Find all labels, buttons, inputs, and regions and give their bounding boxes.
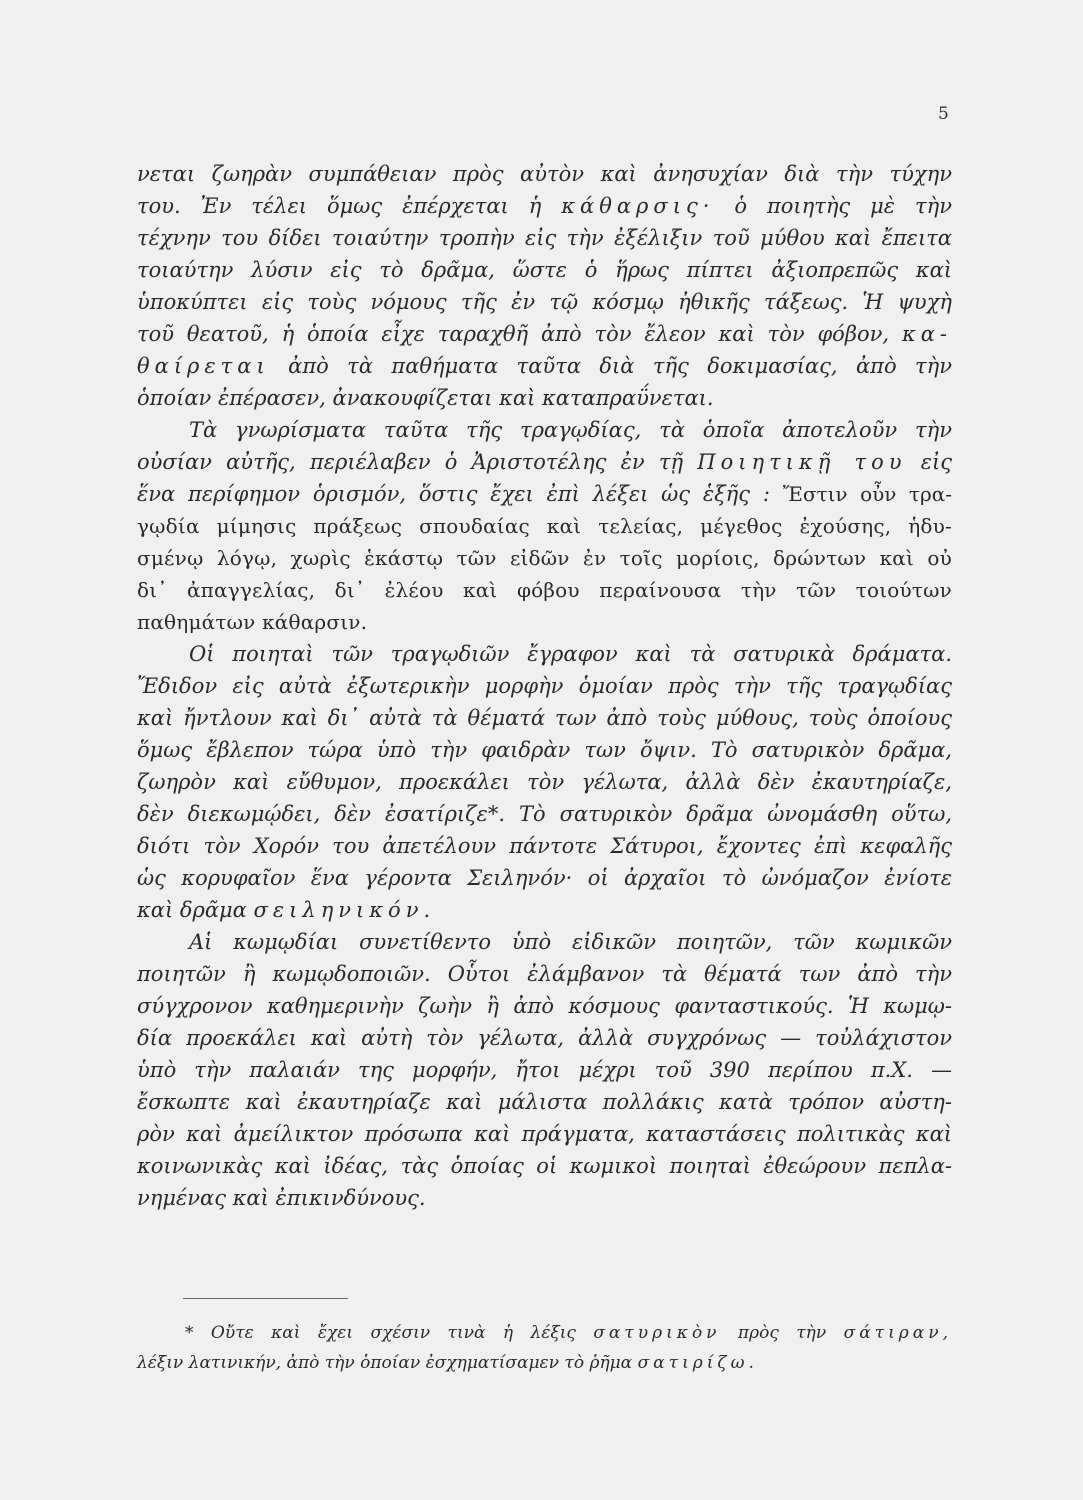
text-line: ποιητῶν ἢ κωμῳδοποιῶν. Οὗτοι ἐλάμβανον τὰ θέματά των ἀπὸ τὴν: [137, 962, 952, 986]
text-line: του. Ἐν τέλει ὅμως ἐπέρχεται ἡ κάθαρσις· ὁ ποιητὴς μὲ τὴν: [137, 194, 952, 218]
text-line: σμένῳ λόγῳ, χωρὶς ἑκάστῳ τῶν εἰδῶν ἐν τοῖς μορίοις, δρώντων καὶ οὐ: [137, 546, 952, 570]
text-line: Οἱ ποιηταὶ τῶν τραγῳδιῶν ἔγραφον καὶ τὰ σατυρικὰ δράματα.: [189, 642, 952, 666]
text-line: τοιαύτην λύσιν εἰς τὸ δρᾶμα, ὥστε ὁ ἥρως πίπτει ἀξιοπρεπῶς καὶ: [137, 258, 952, 282]
text-line: ὡς κορυφαῖον ἕνα γέροντα Σειληνόν· οἱ ἀρχαῖοι τὸ ὠνόμαζον ἐνίοτε: [137, 866, 952, 890]
text-line: καὶ δρᾶμα σειληνικόν.: [137, 898, 436, 922]
text-line: τοῦ θεατοῦ, ἡ ὁποία εἶχε ταραχθῆ ἀπὸ τὸν ἔλεον καὶ τὸν φόβον, κα-: [137, 322, 952, 346]
text-line: γῳδία μίμησις πράξεως σπουδαίας καὶ τελείας, μέγεθος ἐχούσης, ἡδυ-: [137, 514, 952, 538]
text-line: ὑποκύπτει εἰς τοὺς νόμους τῆς ἐν τῷ κόσμῳ ἠθικῆς τάξεως. Ἡ ψυχὴ: [137, 290, 952, 314]
footnote: [137, 1318, 952, 1378]
text-line: ἔσκωπτε καὶ ἐκαυτηρίαζε καὶ μάλιστα πολλάκις κατὰ τρόπον αὐστη-: [137, 1090, 952, 1114]
text-line: κοινωνικὰς καὶ ἰδέας, τὰς ὁποίας οἱ κωμικοὶ ποιηταὶ ἐθεώρουν πεπλα-: [137, 1154, 952, 1178]
text-line: θαίρεται ἀπὸ τὰ παθήματα ταῦτα διὰ τῆς δοκιμασίας, ἀπὸ τὴν: [137, 354, 952, 378]
text-line: διότι τὸν Χορόν του ἀπετέλουν πάντοτε Σάτυροι, ἔχοντες ἐπὶ κεφαλῆς: [137, 834, 952, 858]
text-line: ζωηρὸν καὶ εὔθυμον, προεκάλει τὸν γέλωτα, ἀλλὰ δὲν ἐκαυτηρίαζε,: [137, 770, 952, 794]
text-line: δι᾽ ἀπαγγελίας, δι᾽ ἐλέου καὶ φόβου περαίνουσα τὴν τῶν τοιούτων: [137, 578, 952, 602]
text-line: οὐσίαν αὐτῆς, περιέλαβεν ὁ Ἀριστοτέλης ἐν τῇ Ποιητικῇ του εἰς: [137, 450, 952, 474]
text-line: δὲν διεκωμῴδει, δὲν ἐσατίριζε*. Τὸ σατυρικὸν δρᾶμα ὠνομάσθη οὕτω,: [137, 802, 952, 826]
text-line: δία προεκάλει καὶ αὐτὴ τὸν γέλωτα, ἀλλὰ συγχρόνως — τοὐλάχιστον: [137, 1026, 952, 1050]
text-line: ὑπὸ τὴν παλαιάν της μορφήν, ἤτοι μέχρι τοῦ 390 περίπου π.Χ. —: [137, 1058, 952, 1082]
footnote-divider: [183, 1298, 348, 1299]
text-line: ὁποίαν ἐπέρασεν, ἀνακουφίζεται καὶ καταπραΰνεται.: [137, 386, 714, 410]
text-line: ὅμως ἔβλεπον τώρα ὑπὸ τὴν φαιδρὰν των ὄψιν. Τὸ σατυρικὸν δρᾶμα,: [137, 738, 952, 762]
text-line: σύγχρονον καθημερινὴν ζωὴν ἢ ἀπὸ κόσμους φανταστικούς. Ἡ κωμῳ-: [137, 994, 952, 1018]
page-number: 5: [938, 104, 949, 124]
text-line: Τὰ γνωρίσματα ταῦτα τῆς τραγῳδίας, τὰ ὁποῖα ἀποτελοῦν τὴν: [189, 418, 952, 442]
footnote-line: * Οὔτε καὶ ἔχει σχέσιν τινὰ ἡ λέξις σατυρικὸν πρὸς τὴν σάτιραν,: [185, 1323, 952, 1343]
text-line: νημένας καὶ ἐπικινδύνους.: [137, 1186, 426, 1210]
text-line: καὶ ἤντλουν καὶ δι᾽ αὐτὰ τὰ θέματά των ἀπὸ τοὺς μύθους, τοὺς ὁποίους: [137, 706, 952, 730]
text-line: Ἔδιδον εἰς αὐτὰ ἐξωτερικὴν μορφὴν ὁμοίαν πρὸς τὴν τῆς τραγῳδίας: [137, 674, 952, 698]
text-line: παθημάτων κάθαρσιν.: [137, 610, 368, 634]
text-line: ρὸν καὶ ἀμείλικτον πρόσωπα καὶ πράγματα, καταστάσεις πολιτικὰς καὶ: [137, 1122, 952, 1146]
text-line: τέχνην του δίδει τοιαύτην τροπὴν εἰς τὴν ἐξέλιξιν τοῦ μύθου καὶ ἔπειτα: [137, 226, 952, 250]
main-text: [137, 158, 952, 1214]
footnote-line: λέξιν λατινικήν, ἀπὸ τὴν ὁποίαν ἐσχηματίσαμεν τὸ ῥῆμα σατιρίζω.: [137, 1353, 758, 1373]
text-line: Αἱ κωμῳδίαι συνετίθεντο ὑπὸ εἰδικῶν ποιητῶν, τῶν κωμικῶν: [189, 930, 952, 954]
text-line: νεται ζωηρὰν συμπάθειαν πρὸς αὐτὸν καὶ ἀνησυχίαν διὰ τὴν τύχην: [137, 162, 952, 186]
text-line: ἕνα περίφημον ὁρισμόν, ὅστις ἔχει ἐπὶ λέξει ὡς ἑξῆς : Ἔστιν οὖν τρα-: [137, 482, 952, 506]
